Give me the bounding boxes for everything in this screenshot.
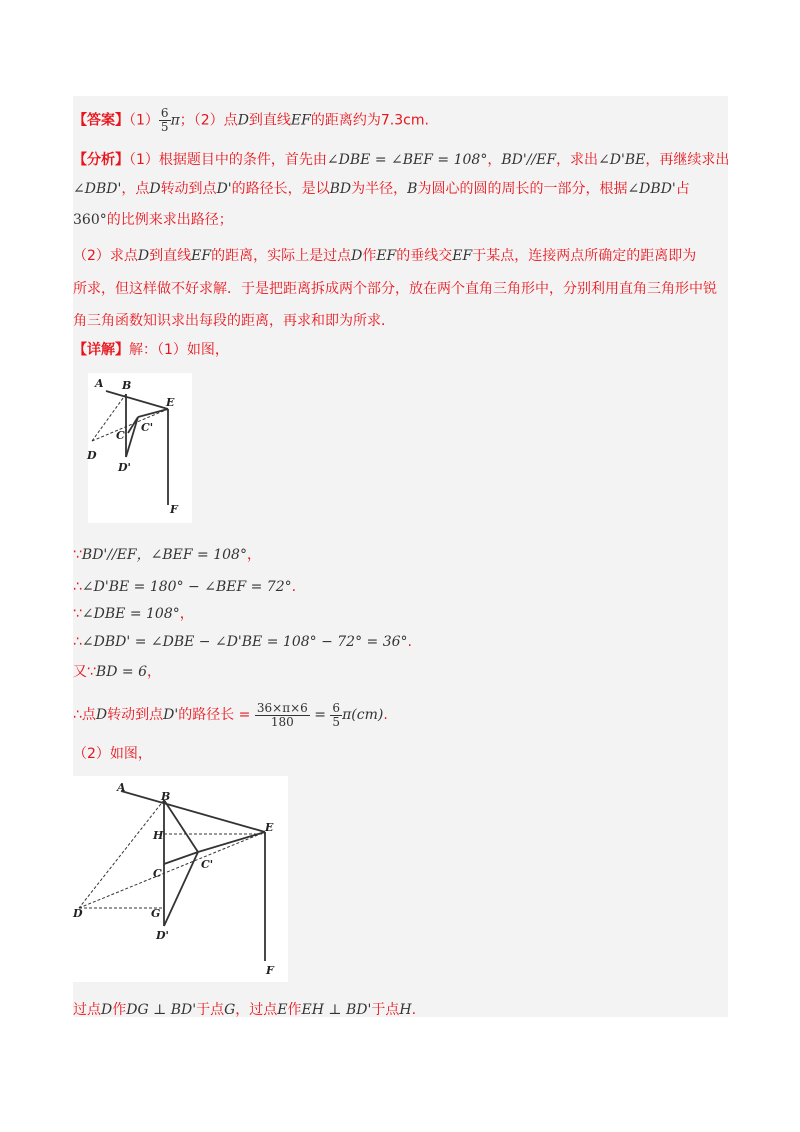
detail-head-2: （2）如图， — [73, 746, 152, 762]
analysis-line-1: 【分析】（1）根据题目中的条件，首先由∠DBE = ∠BEF = 108°，BD'//EF，求出∠D'BE，再继续求出 — [73, 152, 730, 168]
label-a: A — [95, 377, 104, 390]
label-e: E — [265, 821, 274, 834]
step-5: 又∵BD = 6， — [73, 664, 161, 680]
label-f: F — [170, 503, 178, 516]
label-b: B — [161, 790, 171, 803]
label-f: F — [266, 964, 274, 977]
label-b: B — [122, 379, 132, 392]
analysis-line-3: 360°的比例来求出路径； — [73, 212, 233, 228]
label-g: G — [151, 907, 161, 920]
analysis-line-6: 角三角函数知识求出每段的距离，再求和即为所求． — [73, 313, 395, 329]
final-line: 过点D作DG ⊥ BD'于点G，过点E作EH ⊥ BD'于点H. — [73, 1002, 417, 1018]
step-1: ∵BD'//EF，∠BEF = 108°， — [73, 547, 261, 563]
step-4: ∴∠DBD' = ∠DBE − ∠D'BE = 108° − 72° = 36°. — [73, 634, 412, 650]
segment-ab-e — [121, 791, 265, 832]
label-c: C — [116, 429, 125, 442]
dashed-de — [79, 832, 265, 908]
label-d-prime: D' — [118, 461, 131, 474]
label-d: D — [87, 449, 97, 462]
analysis-line-5: 所求，但这样做不好求解．于是把距离拆成两个部分，放在两个直角三角形中，分别利用直角三角形中锐 — [73, 281, 717, 297]
label-d: D — [73, 907, 83, 920]
analysis-line-4: （2）求点D到直线EF的距离，实际上是过点D作EF的垂线交EF于某点，连接两点所确定的距离即为 — [73, 248, 697, 264]
dashed-de — [92, 409, 168, 441]
step-3: ∵∠DBE = 108°， — [73, 606, 194, 622]
detail-head: 【详解】解：（1）如图， — [73, 342, 229, 358]
answer-line: 【答案】（1） $\frac{6}{5}$ π；（2）点D到直线EF的距离约为7.3cm. — [73, 106, 429, 134]
result-fraction: $\frac{6}{5}$ — [332, 700, 341, 729]
label-c: C — [153, 867, 162, 880]
path-length-fraction: $\frac{36\times\pi\times 6}{180}$ — [256, 700, 308, 729]
figure-2 — [73, 776, 288, 982]
step-2: ∴∠D'BE = 180° − ∠BEF = 72°. — [73, 579, 297, 595]
label-e: E — [166, 396, 175, 409]
label-a: A — [117, 781, 126, 794]
figure-1 — [88, 373, 192, 523]
segment-c-prime-d-prime — [126, 417, 138, 457]
segment-c-prime-e — [198, 832, 265, 852]
analysis-line-2: ∠DBD'，点D转动到点D'的路径长，是以BD为半径，B为圆心的圆的周长的一部分，根据∠DBD'占 — [73, 181, 690, 197]
label-h: H — [153, 829, 164, 842]
label-c-prime: C' — [141, 421, 154, 434]
segment-ab-e — [106, 391, 168, 409]
label-d-prime: D' — [156, 929, 169, 942]
answer-fraction: $\frac{6}{5}$ — [160, 106, 169, 134]
label-c-prime: C' — [201, 858, 214, 871]
dashed-bd — [79, 800, 164, 908]
step-6: ∴点D转动到点D'的路径长 = $\frac{36\times\pi\times 6}{180}$ = $\frac{6}{5}$ π(cm). — [73, 700, 388, 729]
